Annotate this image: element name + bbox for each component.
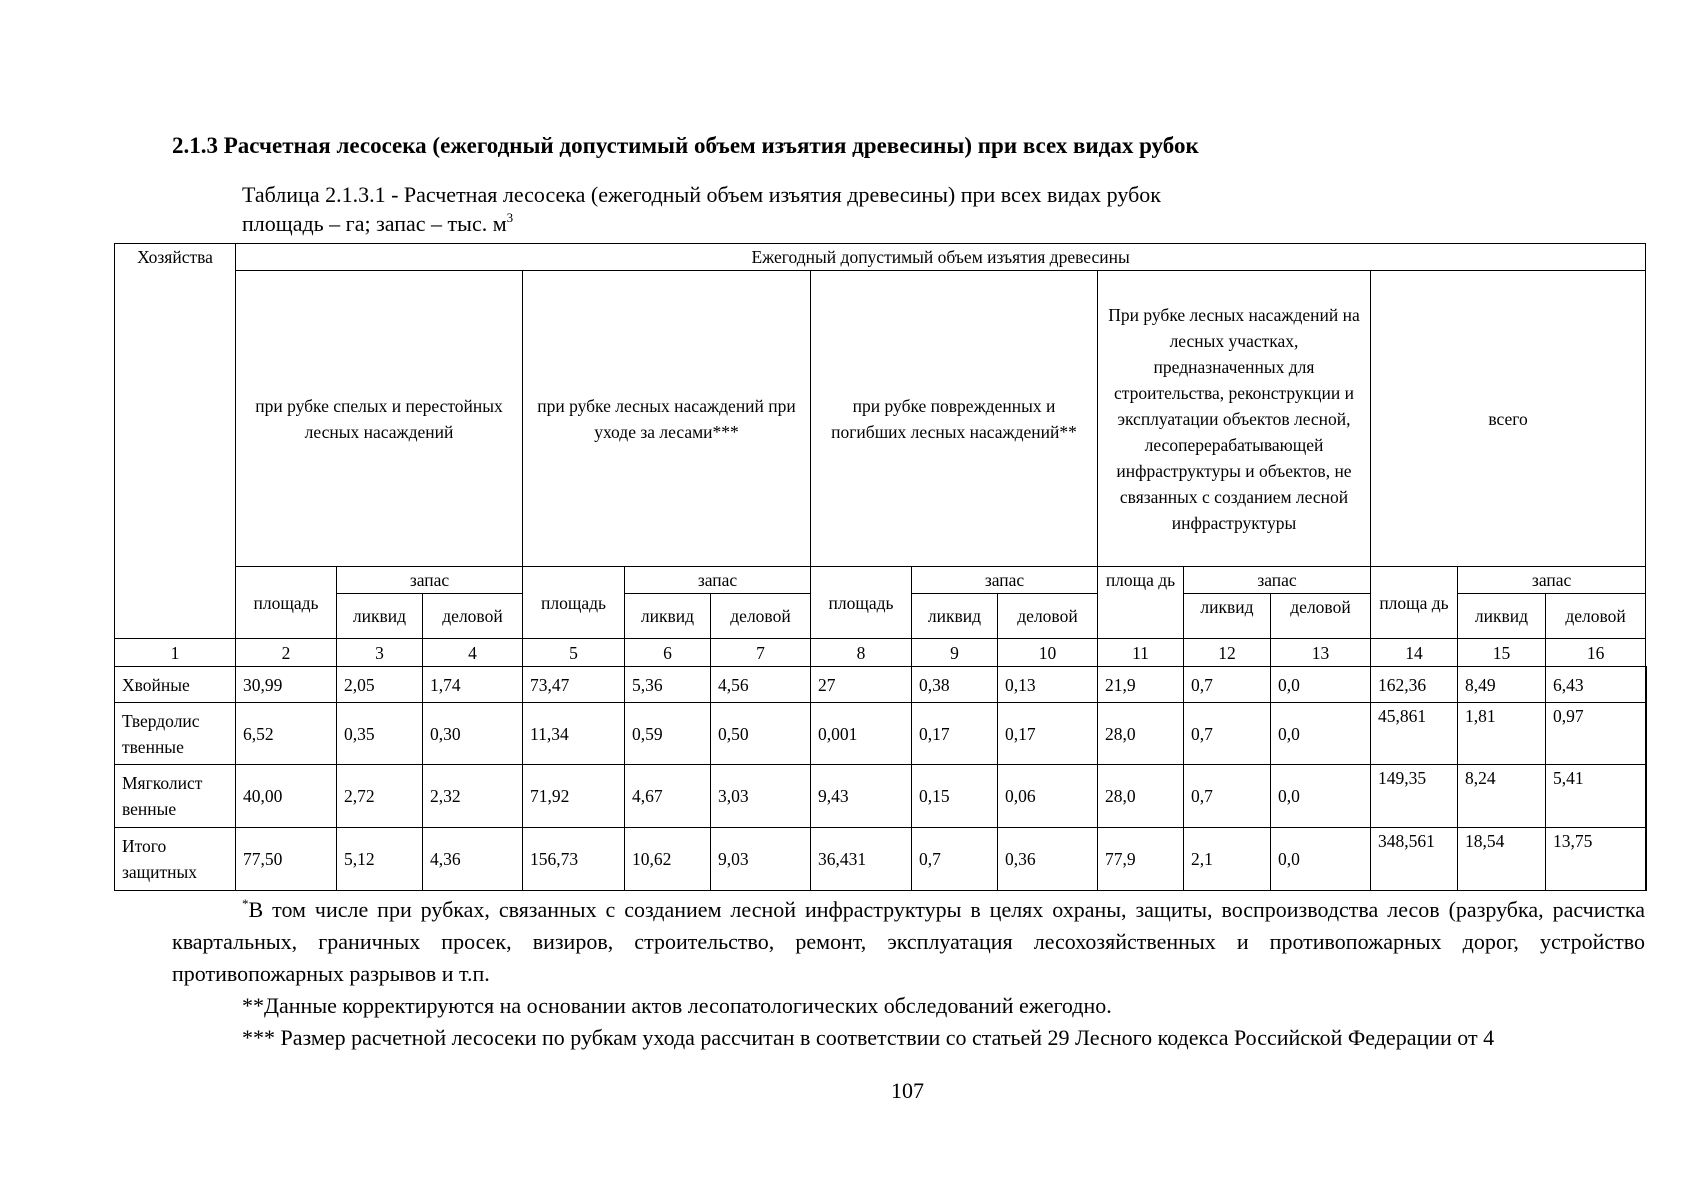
header-area-split: площа дь — [1371, 567, 1458, 639]
column-number: 3 — [337, 639, 423, 667]
table-cell: 0,0 — [1271, 703, 1371, 765]
footnote-1: *В том числе при рубках, связанных с созданием лесной инфраструктуры в целях охраны, защиты, воспроизводства лесов (разрубка, расчистка квартальных, граничных просек, визиров, строительство, ремонт, эксплуатация лесохозяйственных и противопожарных дорог, устройство противопожарных разрывов и т.п. — [172, 896, 1645, 986]
allowable-cut-table — [114, 243, 1647, 891]
header-stock: запас — [912, 567, 1098, 594]
table-cell: 348,561 — [1371, 828, 1458, 891]
column-number: 14 — [1371, 639, 1458, 667]
table-cell: 36,431 — [811, 828, 912, 891]
table-cell: 0,0 — [1271, 667, 1371, 703]
table-cell: 28,0 — [1098, 765, 1184, 828]
column-number: 11 — [1098, 639, 1184, 667]
column-number: 5 — [523, 639, 625, 667]
table-cell: 73,47 — [523, 667, 625, 703]
column-number: 15 — [1458, 639, 1546, 667]
header-stock: запас — [1458, 567, 1646, 594]
table-cell: 18,54 — [1458, 828, 1546, 891]
table-cell: 1,81 — [1458, 703, 1546, 765]
header-stock: запас — [625, 567, 811, 594]
table-cell: 0,06 — [998, 765, 1098, 828]
header-area: площадь — [811, 567, 912, 639]
table-cell: 9,03 — [711, 828, 811, 891]
table-cell: 2,72 — [337, 765, 423, 828]
table-cell: 0,7 — [1184, 765, 1271, 828]
row-name: Хвойные — [115, 667, 236, 703]
table-cell: 0,7 — [912, 828, 998, 891]
table-cell: 8,49 — [1458, 667, 1546, 703]
table-cell: 8,24 — [1458, 765, 1546, 828]
column-number: 1 — [115, 639, 236, 667]
table-cell: 0,13 — [998, 667, 1098, 703]
table-cell: 6,43 — [1546, 667, 1646, 703]
caption-superscript: 3 — [506, 210, 514, 225]
page-number: 107 — [891, 1078, 924, 1103]
header-row-sub1 — [115, 567, 1646, 594]
header-group-mature: при рубке спелых и перестойных лесных насаждений — [236, 271, 523, 567]
table-cell: 77,9 — [1098, 828, 1184, 891]
table-row — [115, 828, 1646, 891]
table-row — [115, 667, 1646, 703]
table-row — [115, 765, 1646, 828]
header-hozyaistva: Хозяйства — [115, 244, 236, 639]
row-name: Итого защитных — [115, 828, 236, 891]
table-cell: 149,35 — [1371, 765, 1458, 828]
header-stock: запас — [1184, 567, 1371, 594]
column-number: 8 — [811, 639, 912, 667]
table-cell: 21,9 — [1098, 667, 1184, 703]
footnotes — [172, 894, 1645, 1054]
table-cell: 71,92 — [523, 765, 625, 828]
column-number: 4 — [423, 639, 523, 667]
caption-line-1: Таблица 2.1.3.1 - Расчетная лесосека (ежегодный объем изъятия древесины) при всех видах рубок — [242, 182, 1161, 207]
header-business: деловой — [998, 594, 1098, 639]
caption-line-2: площадь – га; запас – тыс. $м^3$ — [242, 210, 514, 236]
header-liquid: ликвид — [337, 594, 423, 639]
table-cell: 2,1 — [1184, 828, 1271, 891]
table-cell: 30,99 — [236, 667, 337, 703]
table-cell: 45,861 — [1371, 703, 1458, 765]
table-cell: 2,05 — [337, 667, 423, 703]
table-cell: 5,12 — [337, 828, 423, 891]
table-cell: 77,50 — [236, 828, 337, 891]
header-group-total: всего — [1371, 271, 1646, 567]
table-cell: 0,97 — [1546, 703, 1646, 765]
footnote-3: *** Размер расчетной лесосеки по рубкам ухода рассчитан в соответствии со статьей 29 Лесного кодекса Российской Федерации от 4 — [242, 1025, 1495, 1050]
header-row-1 — [115, 244, 1646, 271]
row-name: Твердолис твенные — [115, 703, 236, 765]
header-area: площадь — [523, 567, 625, 639]
column-number: 13 — [1271, 639, 1371, 667]
column-number: 9 — [912, 639, 998, 667]
table-cell: 0,7 — [1184, 667, 1271, 703]
table-cell: 0,7 — [1184, 703, 1271, 765]
table-cell: 0,0 — [1271, 828, 1371, 891]
header-stock: запас — [337, 567, 523, 594]
table-cell: 0,15 — [912, 765, 998, 828]
table-cell: 0,17 — [998, 703, 1098, 765]
header-group-damaged: при рубке поврежденных и погибших лесных насаждений** — [811, 271, 1098, 567]
table-cell: 0,50 — [711, 703, 811, 765]
table-cell: 5,36 — [625, 667, 711, 703]
table-cell: 4,56 — [711, 667, 811, 703]
table-cell: 0,36 — [998, 828, 1098, 891]
header-area-split: площа дь — [1098, 567, 1184, 639]
table-cell: 5,41 — [1546, 765, 1646, 828]
table-cell: 1,74 — [423, 667, 523, 703]
table-cell: 0,0 — [1271, 765, 1371, 828]
table-cell: 162,36 — [1371, 667, 1458, 703]
header-group-thinning: при рубке лесных насаждений при уходе за лесами*** — [523, 271, 811, 567]
column-number: 12 — [1184, 639, 1271, 667]
header-area: площадь — [236, 567, 337, 639]
footnote-1-marker: * — [242, 896, 249, 911]
table-row — [115, 703, 1646, 765]
table-cell: 9,43 — [811, 765, 912, 828]
header-row-groups — [115, 271, 1646, 567]
header-business: деловой — [423, 594, 523, 639]
table-cell: 6,52 — [236, 703, 337, 765]
column-number-row — [115, 639, 1646, 667]
header-business: деловой — [711, 594, 811, 639]
header-liquid: ликвид — [1458, 594, 1546, 639]
header-business: деловой — [1546, 594, 1646, 639]
header-group-construction: При рубке лесных насаждений на лесных участках, предназначенных для строительства, реконструкции и эксплуатации объектов лесной, лесоперерабатывающей инфраструктуры и объектов, не связанных с созданием лесной инфраструктуры — [1098, 271, 1371, 567]
header-liquid: ликвид — [625, 594, 711, 639]
table-cell: 10,62 — [625, 828, 711, 891]
table-cell: 0,59 — [625, 703, 711, 765]
table-cell: 11,34 — [523, 703, 625, 765]
table-cell: 4,67 — [625, 765, 711, 828]
header-business: деловой — [1271, 594, 1371, 639]
column-number: 16 — [1546, 639, 1646, 667]
table-cell: 156,73 — [523, 828, 625, 891]
table-cell: 4,36 — [423, 828, 523, 891]
table-cell: 40,00 — [236, 765, 337, 828]
table-cell: 0,35 — [337, 703, 423, 765]
header-annual-volume: Ежегодный допустимый объем изъятия древесины — [236, 244, 1646, 271]
table-cell: 28,0 — [1098, 703, 1184, 765]
table-cell: 13,75 — [1546, 828, 1646, 891]
column-number: 10 — [998, 639, 1098, 667]
row-name: Мягколист венные — [115, 765, 236, 828]
column-number: 6 — [625, 639, 711, 667]
column-number: 2 — [236, 639, 337, 667]
table-cell: 27 — [811, 667, 912, 703]
table-cell: 0,38 — [912, 667, 998, 703]
table-cell: 0,30 — [423, 703, 523, 765]
footnote-2: **Данные корректируются на основании актов лесопатологических обследований ежегодно. — [242, 993, 1112, 1018]
table-cell: 0,001 — [811, 703, 912, 765]
table-caption — [242, 180, 1161, 238]
table-cell: 2,32 — [423, 765, 523, 828]
header-liquid: ликвид — [912, 594, 998, 639]
section-heading: 2.1.3 Расчетная лесосека (ежегодный допустимый объем изъятия древесины) при всех видах рубок — [172, 133, 1199, 158]
column-number: 7 — [711, 639, 811, 667]
table-cell: 0,17 — [912, 703, 998, 765]
header-liquid: ликвид — [1184, 594, 1271, 639]
table-cell: 3,03 — [711, 765, 811, 828]
